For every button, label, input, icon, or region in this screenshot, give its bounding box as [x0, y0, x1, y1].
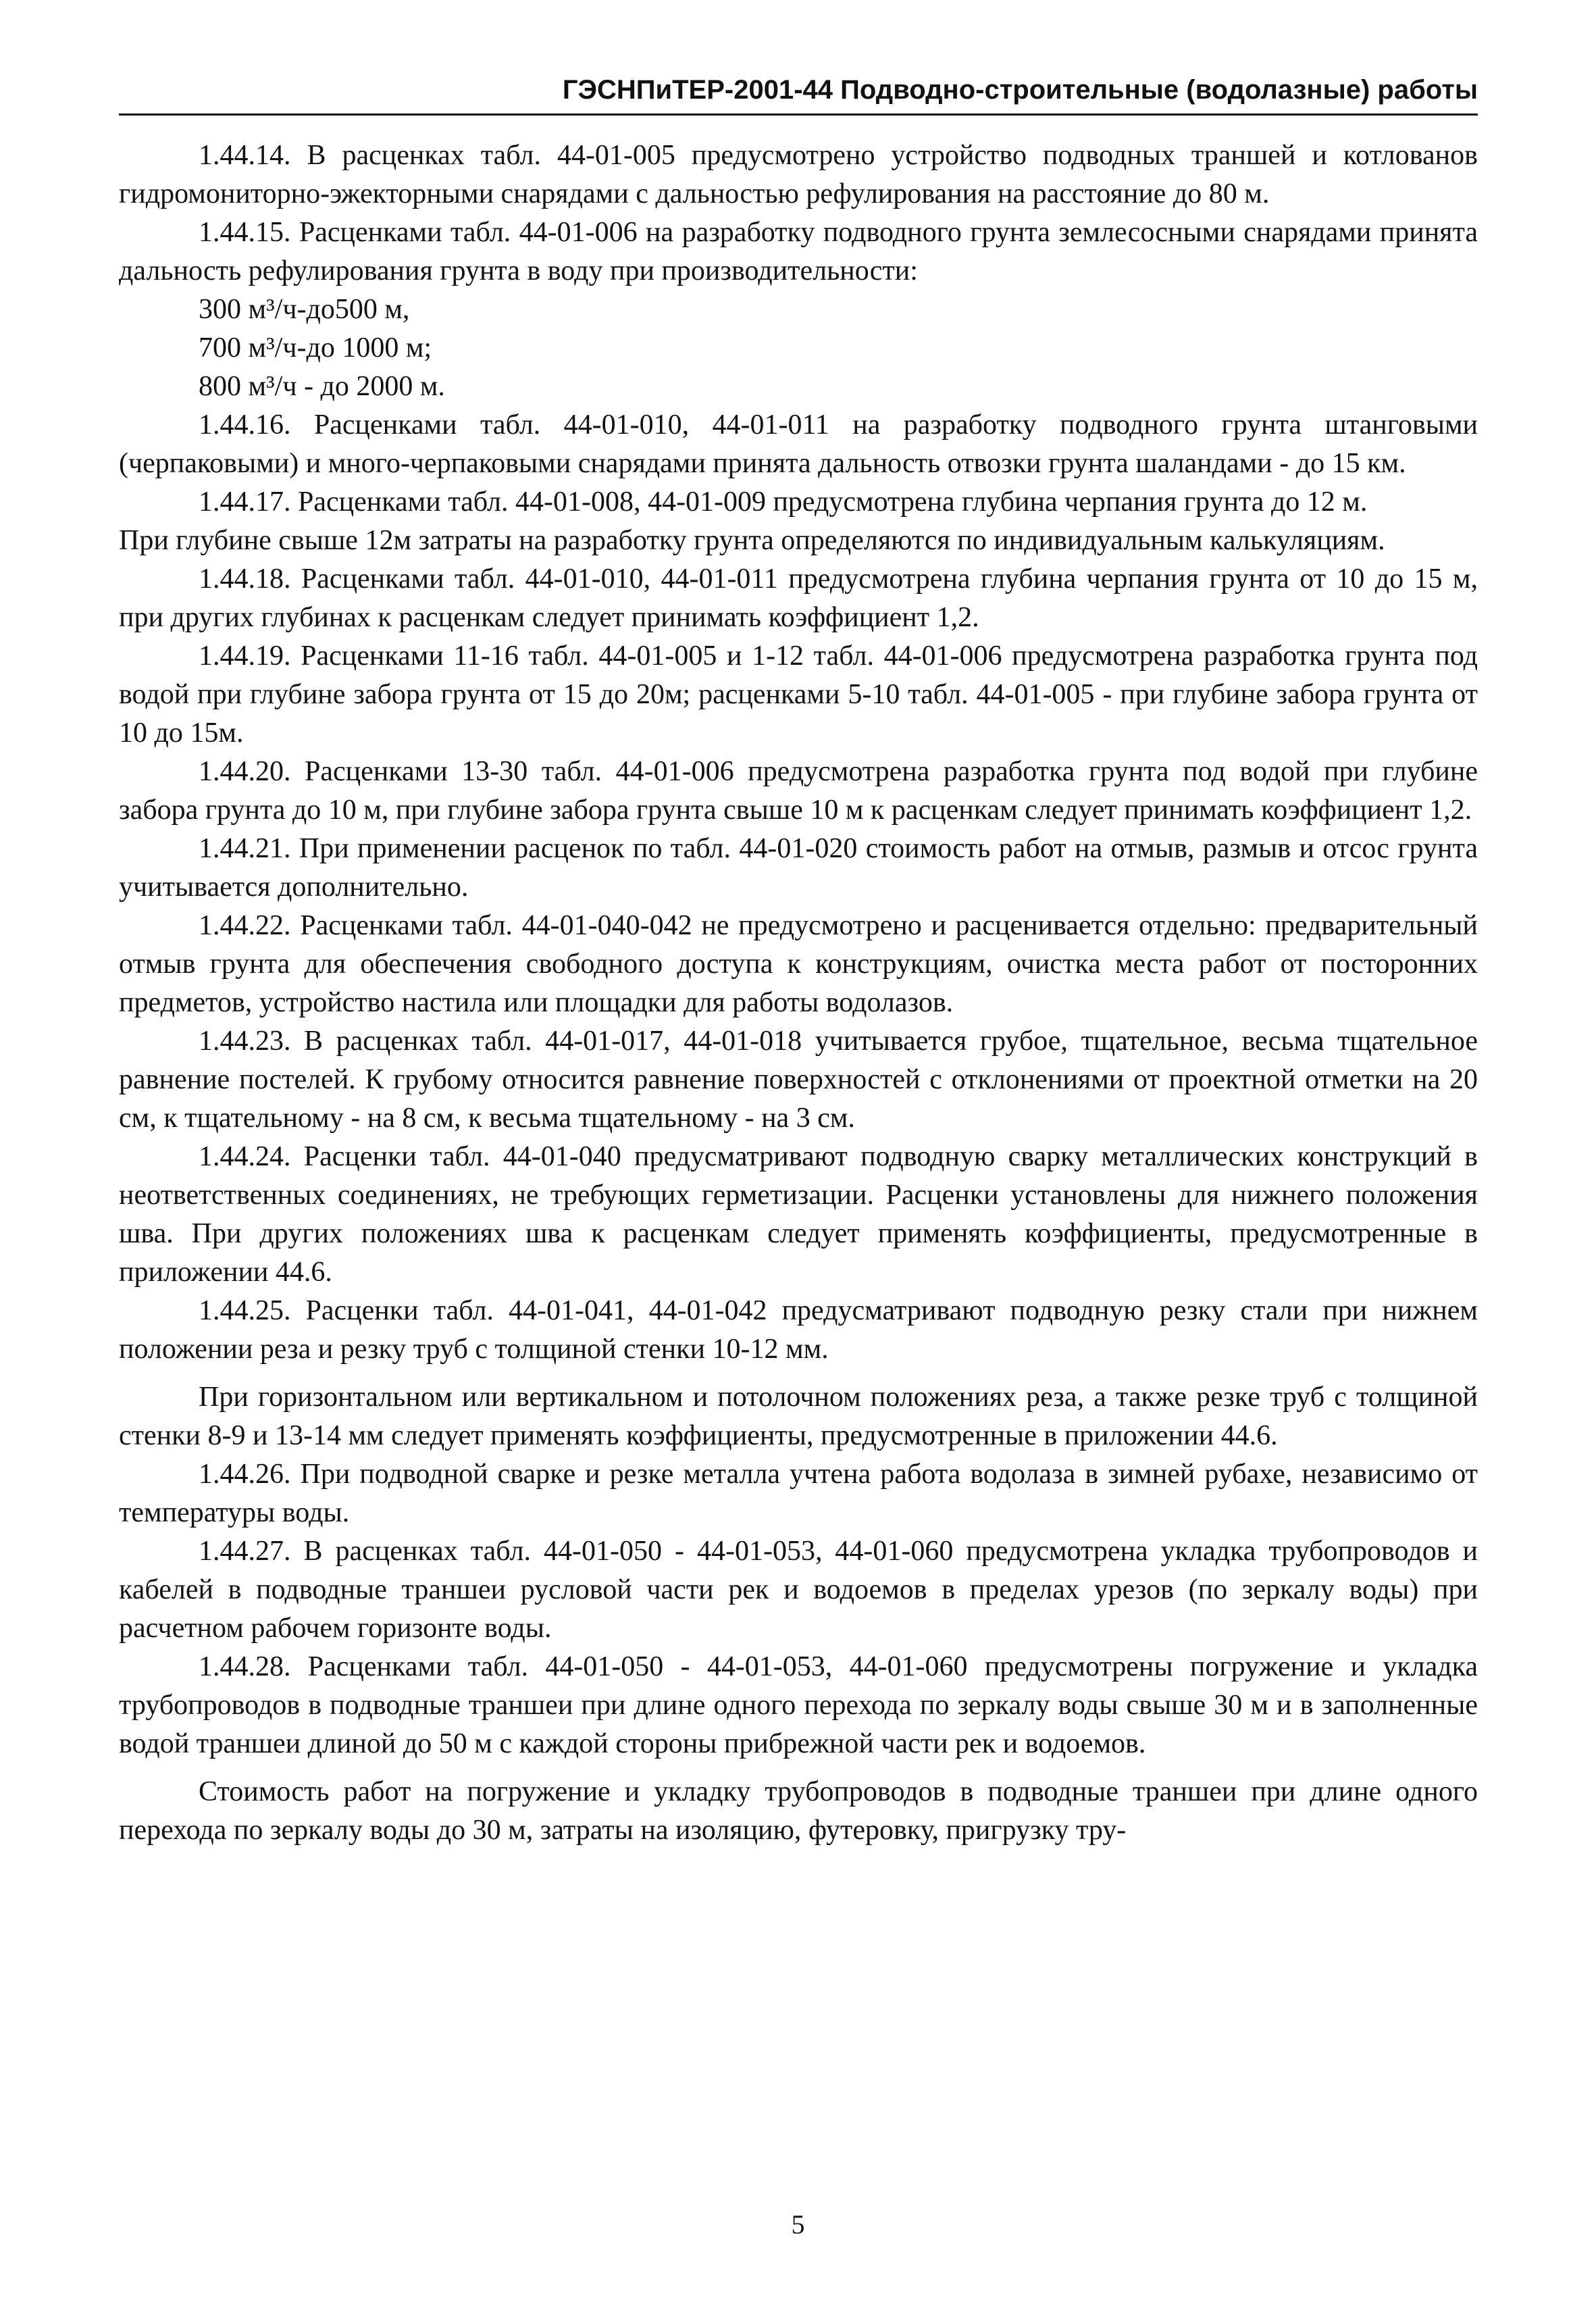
paragraph-cutting-positions: При горизонтальном или вертикальном и потолочном положениях реза, а также резке труб с толщиной стенки 8-9 и 13-14 мм следует применять коэффициенты, предусмотренные в приложении 44.6.: [119, 1382, 1478, 1451]
paragraph-1-44-22: 1.44.22. Расценками табл. 44-01-040-042 не предусмотрено и расценивается отдельно: предварительный отмыв грунта для обеспечения свободного доступа к конструкциям, очистка места работ от посторонних предметов, устройство настила или площадки для работы водолазов.: [119, 910, 1478, 1018]
document-body: [119, 136, 1478, 1850]
paragraph-1-44-28: 1.44.28. Расценками табл. 44-01-050 - 44-01-053, 44-01-060 предусмотрены погружение и укладка трубопроводов в подводные траншеи при длине одного перехода по зеркалу воды свыше 30 м и в заполненные водой траншеи длиной до 50 м с каждой стороны прибрежной части рек и водоемов.: [119, 1651, 1478, 1759]
paragraph-1-44-25: 1.44.25. Расценки табл. 44-01-041, 44-01-042 предусматривают подводную резку стали при нижнем положении реза и резку труб с толщиной стенки 10-12 мм.: [119, 1295, 1478, 1365]
paragraph-1-44-16: 1.44.16. Расценками табл. 44-01-010, 44-01-011 на разработку подводного грунта штанговыми (черпаковыми) и много-черпаковыми снарядами принята дальность отвозки грунта шаландами - до 15 км.: [119, 409, 1478, 479]
paragraph-1-44-14: 1.44.14. В расценках табл. 44-01-005 предусмотрено устройство подводных траншей и котлованов гидромониторно-эжекторными снарядами с дальностью рефулирования на расстояние до 80 м.: [119, 140, 1478, 209]
list-item-capacity-700: 700 м³/ч-до 1000 м;: [199, 332, 432, 363]
page-header: [119, 73, 1478, 116]
paragraph-depth-over-12m: При глубине свыше 12м затраты на разработку грунта определяются по индивидуальным калькуляциям.: [119, 525, 1385, 556]
paragraph-1-44-21: 1.44.21. При применении расценок по табл. 44-01-020 стоимость работ на отмыв, размыв и отсос грунта учитывается дополнительно.: [119, 833, 1478, 903]
paragraph-1-44-17: 1.44.17. Расценками табл. 44-01-008, 44-01-009 предусмотрена глубина черпания грунта до 12 м.: [199, 486, 1368, 518]
paragraph-1-44-20: 1.44.20. Расценками 13-30 табл. 44-01-006 предусмотрена разработка грунта под водой при глубине забора грунта до 10 м, при глубине забора грунта свыше 10 м к расценкам следует принимать коэффициент 1,2.: [119, 756, 1478, 826]
paragraph-1-44-19: 1.44.19. Расценками 11-16 табл. 44-01-005 и 1-12 табл. 44-01-006 предусмотрена разработка грунта под водой при глубине забора грунта от 15 до 20м; расценками 5-10 табл. 44-01-005 - при глубине забора грунта от 10 до 15м.: [119, 640, 1478, 749]
paragraph-1-44-23: 1.44.23. В расценках табл. 44-01-017, 44-01-018 учитывается грубое, тщательное, весьма тщательное равнение постелей. К грубому относится равнение поверхностей с отклонениями от проектной отметки на 20 см, к тщательному - на 8 см, к весьма тщательному - на 3 см.: [119, 1026, 1478, 1134]
list-item-capacity-800: 800 м³/ч - до 2000 м.: [199, 371, 445, 402]
paragraph-1-44-26: 1.44.26. При подводной сварке и резке металла учтена работа водолаза в зимней рубахе, независимо от температуры воды.: [119, 1459, 1478, 1528]
paragraph-pipeline-cost: Стоимость работ на погружение и укладку трубопроводов в подводные траншеи при длине одного перехода по зеркалу воды до 30 м, затраты на изоляцию, футеровку, пригрузку тру-: [119, 1776, 1478, 1846]
paragraph-1-44-24: 1.44.24. Расценки табл. 44-01-040 предусматривают подводную сварку металлических конструкций в неответственных соединениях, не требующих герметизации. Расценки установлены для нижнего положения шва. При других положениях шва к расценкам следует применять коэффициенты, предусмотренные в приложении 44.6.: [119, 1141, 1478, 1288]
paragraph-1-44-27: 1.44.27. В расценках табл. 44-01-050 - 44-01-053, 44-01-060 предусмотрена укладка трубопроводов и кабелей в подводные траншеи русловой части рек и водоемов в пределах урезов (по зеркалу воды) при расчетном рабочем горизонте воды.: [119, 1536, 1478, 1644]
list-item-capacity-300: 300 м³/ч-до500 м,: [199, 294, 410, 325]
paragraph-1-44-18: 1.44.18. Расценками табл. 44-01-010, 44-01-011 предусмотрена глубина черпания грунта от 10 до 15 м, при других глубинах к расценкам следует принимать коэффициент 1,2.: [119, 563, 1478, 633]
header-title: ГЭСНПиТЕР-2001-44 Подводно-строительные (водолазные) работы: [562, 75, 1478, 105]
page-number: 5: [791, 2209, 805, 2240]
paragraph-1-44-15: 1.44.15. Расценками табл. 44-01-006 на разработку подводного грунта землесосными снарядами принята дальность рефулирования грунта в воду при производительности:: [119, 217, 1478, 286]
